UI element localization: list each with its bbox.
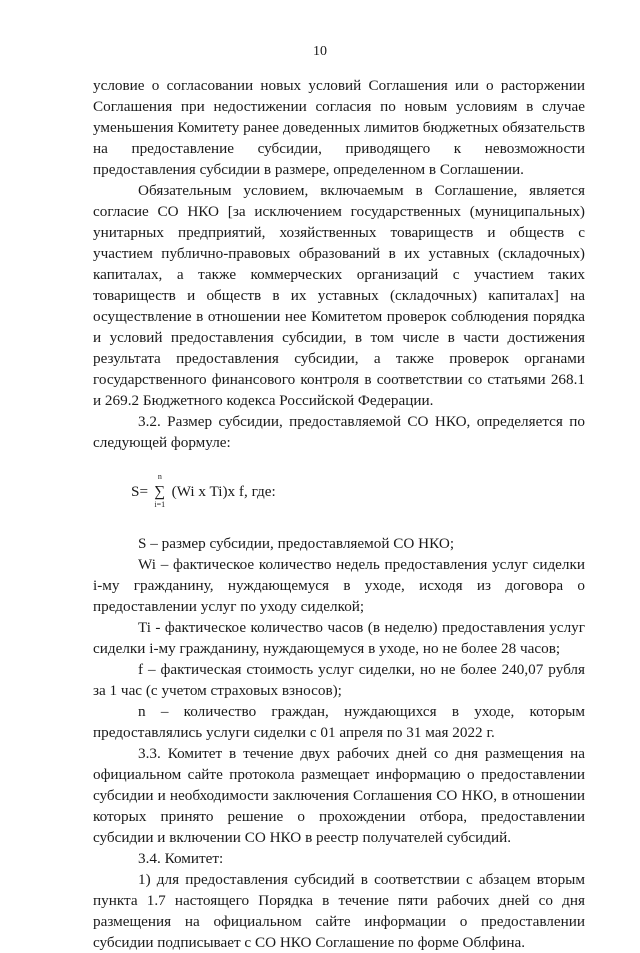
formula-lhs: S= xyxy=(131,483,149,500)
definition-w: Wi – фактическое количество недель предоставления услуг сиделки i-му гражданину, нуждающемуся в уходе, исходя из договора о предоставлении услуг по уходу сиделкой; xyxy=(93,556,585,615)
paragraph-mandatory-condition: Обязательным условием, включаемым в Соглашение, является согласие СО НКО [за исключением государственных (муниципальных) унитарных предприятий, хозяйственных товариществ и обществ с участием публично-правовых образований в их уставных (складочных) капиталах, а также коммерческих организаций с участием таких товариществ и обществ в их уставных (складочных) капиталах] на осуществление в отношении нее Комитетом проверок соблюдения порядка и условий предоставления субсидии, в том числе в части достижения результата предоставления субсидии, а также проверок органами государственного финансового контроля в соответствии со статьями 268.1 и 269.2 Бюджетного кодекса Российской Федерации. xyxy=(93,182,585,409)
definition-t: Ti - фактическое количество часов (в неделю) предоставления услуг сиделки i-му гражданину, нуждающемуся в уходе, но не более 28 часов; xyxy=(93,619,585,657)
paragraph-3-4: 3.4. Комитет: xyxy=(138,850,224,867)
document-body xyxy=(93,75,585,953)
sum-upper-limit: n xyxy=(157,472,162,481)
definition-f: f – фактическая стоимость услуг сиделки, но не более 240,07 рубля за 1 час (с учетом страховых взносов); xyxy=(93,661,585,699)
paragraph-3-4-1: 1) для предоставления субсидий в соответствии с абзацем вторым пункта 1.7 настоящего Порядка в течение пяти рабочих дней со дня размещения на официальном сайте информации о предоставлении субсидии подписывает с СО НКО Соглашение по форме Облфина. xyxy=(93,871,585,951)
definition-s: S – размер субсидии, предоставляемой СО НКО; xyxy=(138,535,455,552)
page-number: 10 xyxy=(313,44,327,59)
formula-body: (Wi x Ti)x f, где: xyxy=(171,483,276,500)
paragraph-continuation: условие о согласовании новых условий Соглашения или о расторжении Соглашения при недостижении согласия по новым условиям в случае уменьшения Комитету ранее доведенных лимитов бюджетных обязательств на предоставление субсидии, приводящего к невозможности предоставления субсидии в размере, определенном в Соглашении. xyxy=(93,77,585,178)
sigma-symbol xyxy=(152,472,168,509)
sum-lower-limit: i=1 xyxy=(154,500,166,509)
definition-n: n – количество граждан, нуждающихся в уходе, которым предоставлялись услуги сиделки с 01 апреля по 31 мая 2022 г. xyxy=(93,703,585,741)
paragraph-3-2: 3.2. Размер субсидии, предоставляемой СО НКО, определяется по следующей формуле: xyxy=(93,413,585,451)
paragraph-3-3: 3.3. Комитет в течение двух рабочих дней со дня размещения на официальном сайте протокола размещает информацию о предоставлении субсидии и необходимости заключения Соглашения СО НКО, в отношении которых принято решение о прохождении отбора, предоставлении субсидии и включении СО НКО в реестр получателей субсидий. xyxy=(93,745,585,846)
subsidy-formula xyxy=(93,453,585,533)
sigma-glyph: ∑ xyxy=(154,483,166,500)
